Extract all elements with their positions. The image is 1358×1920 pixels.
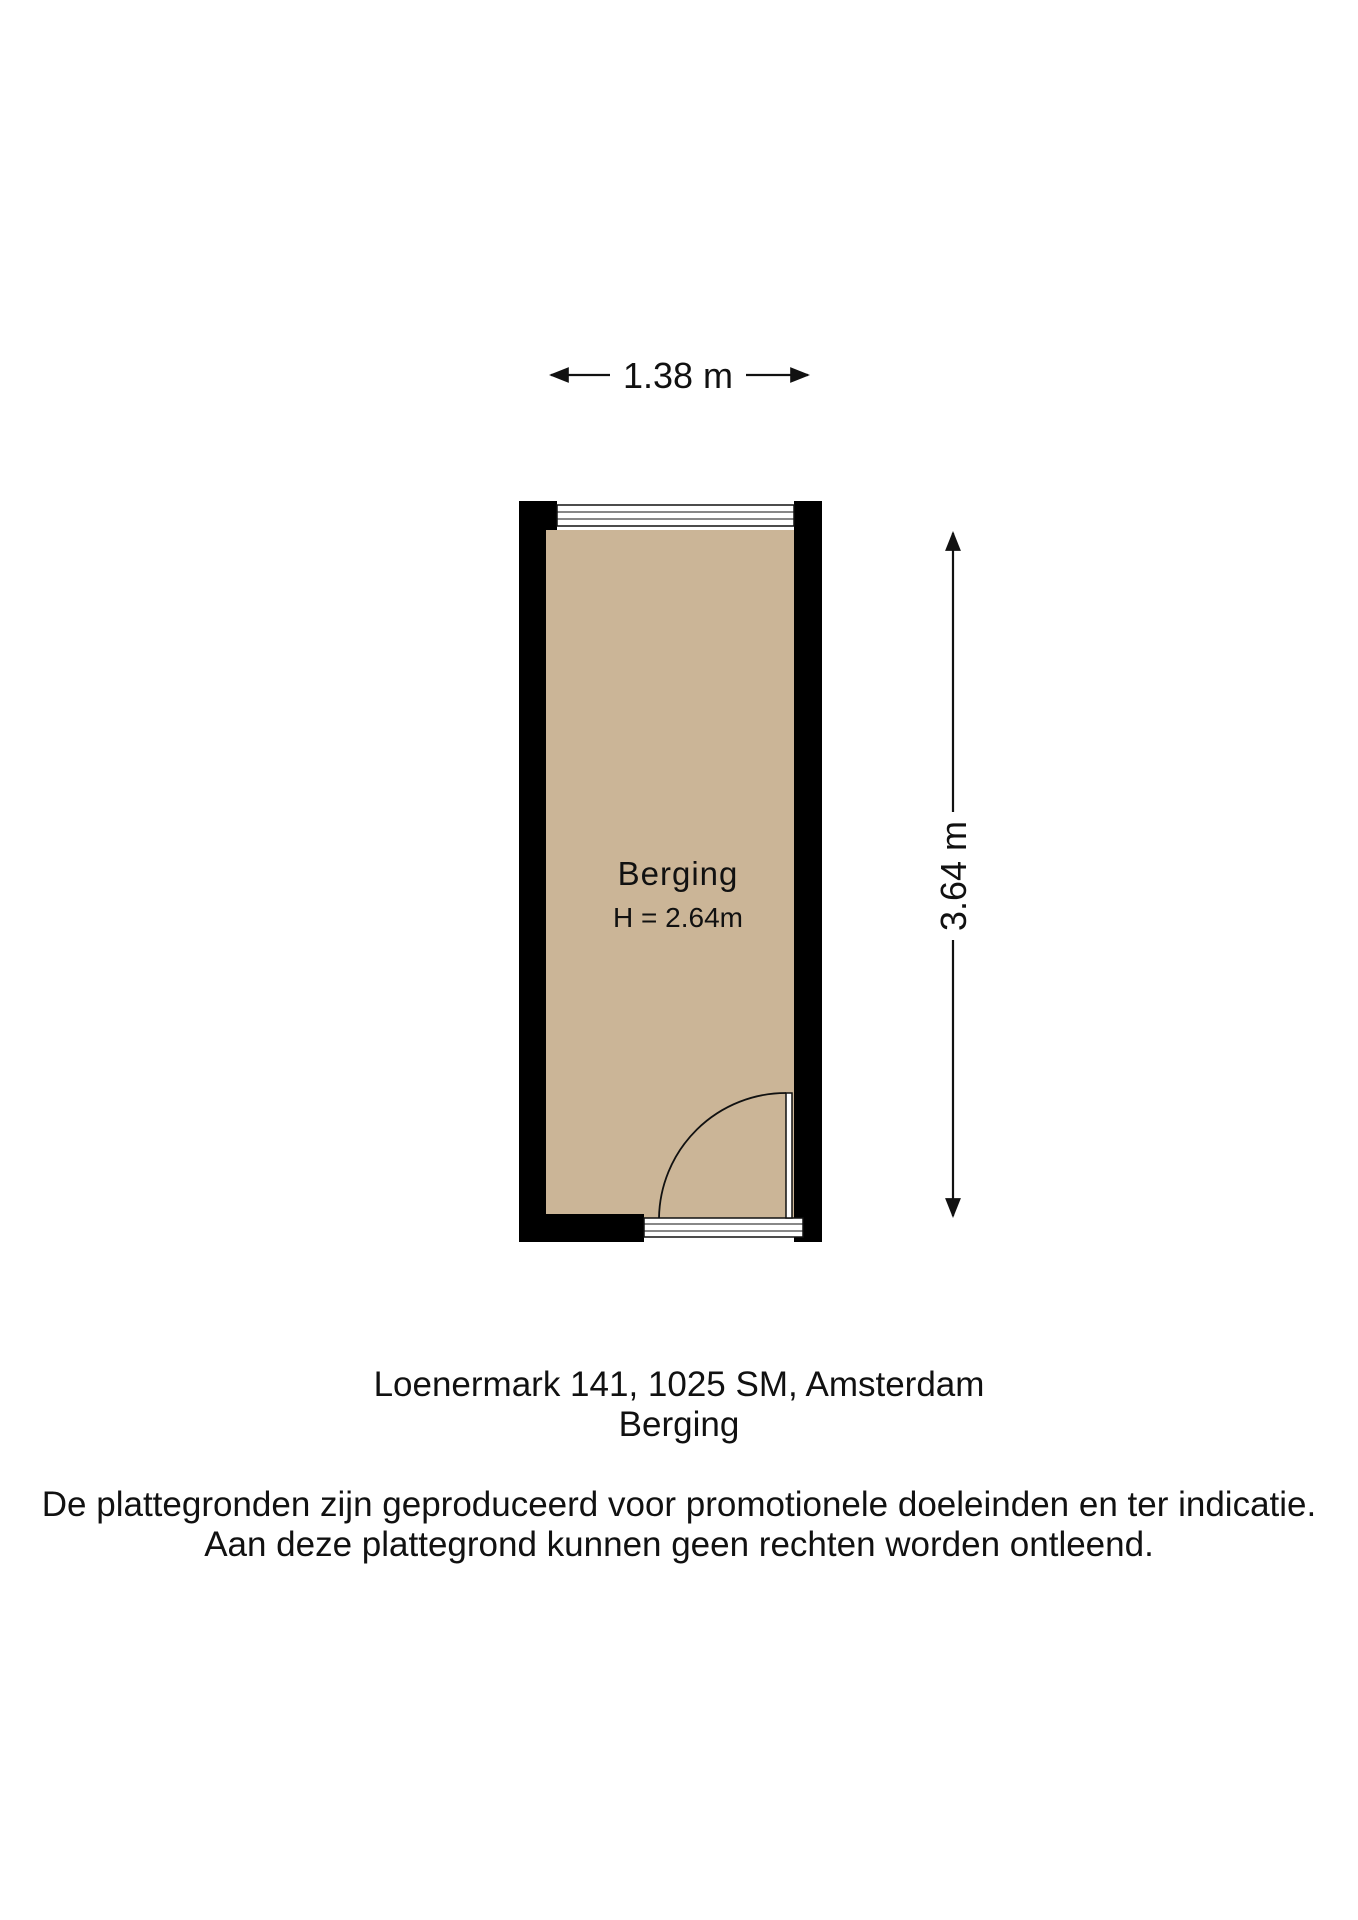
width-dimension xyxy=(551,355,808,396)
wall-left xyxy=(519,501,546,1242)
room-caption: Berging xyxy=(618,1405,740,1444)
door-leaf xyxy=(786,1093,792,1218)
room-height: H = 2.64m xyxy=(613,902,743,933)
disclaimer-line-2: Aan deze plattegrond kunnen geen rechten worden ontleend. xyxy=(204,1525,1154,1564)
address-caption: Loenermark 141, 1025 SM, Amsterdam xyxy=(373,1365,985,1404)
width-label: 1.38 m xyxy=(622,355,734,396)
door-threshold xyxy=(644,1218,803,1237)
wall-bottom-right-segment xyxy=(803,1214,822,1242)
wall-right xyxy=(794,501,822,1242)
room-name: Berging xyxy=(617,855,739,892)
wall-bottom-left-segment xyxy=(519,1214,644,1242)
wall-top-left-segment xyxy=(519,501,557,530)
window-top xyxy=(557,505,794,526)
wall-top-right-segment xyxy=(794,501,822,530)
disclaimer-line-1: De plattegronden zijn geproduceerd voor promotionele doeleinden en ter indicatie. xyxy=(41,1485,1317,1524)
length-label: 3.64 m xyxy=(933,820,974,932)
length-dimension xyxy=(933,533,974,1216)
